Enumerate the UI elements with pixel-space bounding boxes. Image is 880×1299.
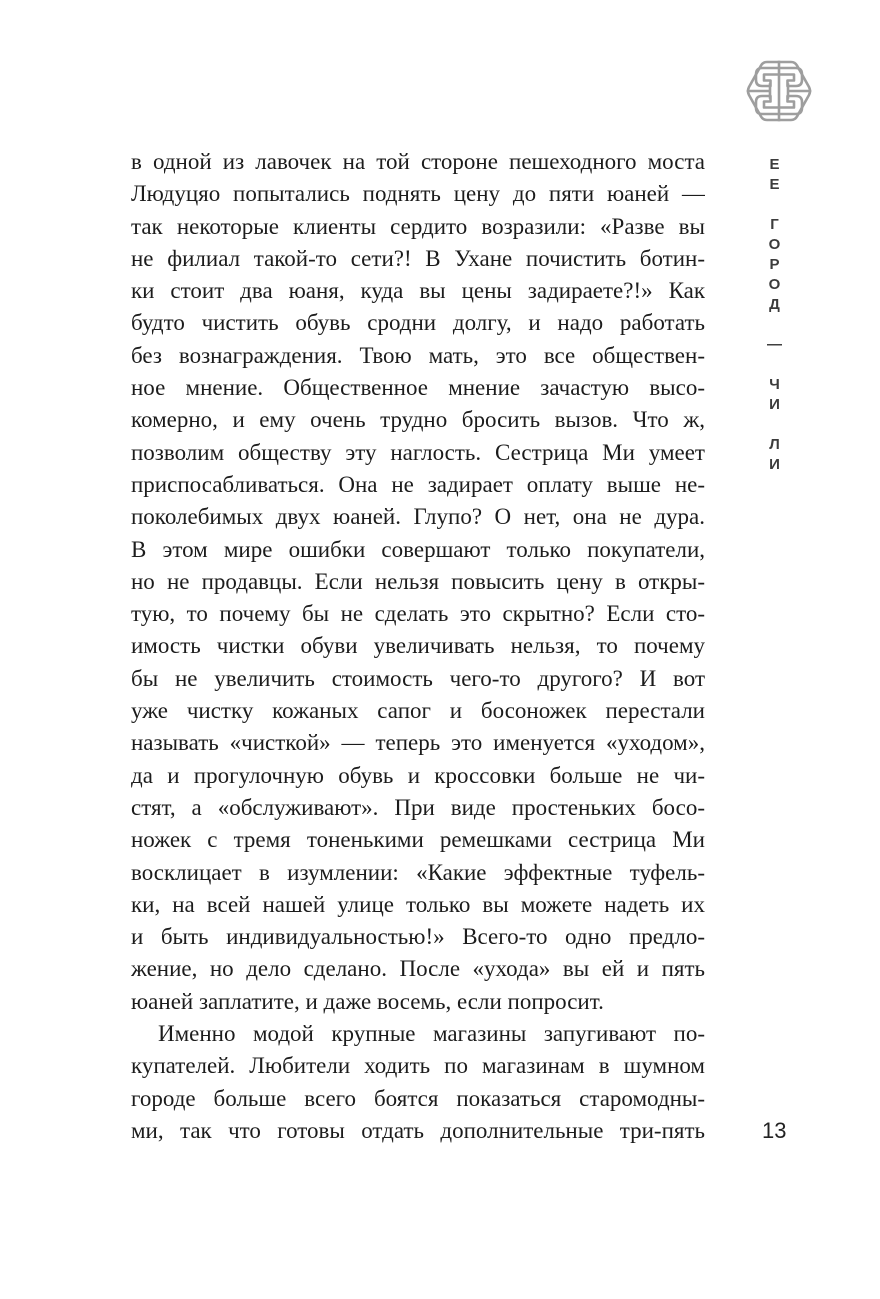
text-line: поколебимых двух юаней. Глупо? О нет, она не дура. xyxy=(131,504,705,530)
text-line: приспосабливаться. Она не задирает оплату выше не- xyxy=(131,471,705,497)
text-line: позволим обществу эту наглость. Сестрица Ми умеет xyxy=(131,439,705,465)
text-line: называть «чисткой» — теперь это именуется «уходом», xyxy=(131,730,705,756)
text-line: В этом мире ошибки совершают только покупатели, xyxy=(131,536,705,562)
text-line: уже чистку кожаных сапог и босоножек перестали xyxy=(131,698,705,724)
text-line: имость чистки обуви увеличивать нельзя, то почему xyxy=(131,633,705,659)
text-line-paragraph-start: Именно модой крупные магазины запугивают по- xyxy=(158,1021,705,1047)
text-line: тую, то почему бы не сделать это скрытно? Если сто- xyxy=(131,601,705,627)
text-line: да и прогулочную обувь и кроссовки больше не чи- xyxy=(131,762,705,788)
text-line: городе больше всего боятся показаться старомодны- xyxy=(131,1085,705,1111)
text-line: ки, на всей нашей улице только вы можете надеть их xyxy=(131,891,705,917)
text-line: восклицает в изумлении: «Какие эффектные туфель- xyxy=(131,859,705,885)
text-line: комерно, и ему очень трудно бросить вызов. Что ж, xyxy=(131,407,705,433)
text-line: и быть индивидуальностью!» Всего-то одно предло- xyxy=(131,924,705,950)
text-line: не филиал такой-то сети?! В Ухане почистить ботин- xyxy=(131,245,705,271)
text-line: Людуцяо попытались поднять цену до пяти юаней — xyxy=(131,181,705,207)
text-line: жение, но дело сделано. После «ухода» вы ей и пять xyxy=(131,956,705,982)
text-line: в одной из лавочек на той стороне пешеходного моста xyxy=(131,149,705,174)
text-line: стят, а «обслуживают». При виде простеньких босо- xyxy=(131,794,705,820)
text-line: ми, так что готовы отдать дополнительные три-пять xyxy=(131,1117,705,1143)
text-line: бы не увеличить стоимость чего-то другого? И вот xyxy=(131,665,705,691)
body-text xyxy=(131,146,705,1147)
text-line: но не продавцы. Если нельзя повысить цену в откры- xyxy=(131,568,705,594)
text-line: ное мнение. Общественное мнение зачастую высо- xyxy=(131,375,705,401)
text-line: без вознаграждения. Твою мать, это все обществен- xyxy=(131,342,705,368)
book-margin-title: ЕЕ ГОРОД — ЧИ ЛИ xyxy=(766,156,783,476)
publisher-seal-icon xyxy=(745,59,813,123)
page-number: 13 xyxy=(762,1118,787,1143)
text-line: ки стоит два юаня, куда вы цены задираете?!» Как xyxy=(131,278,705,304)
text-line: так некоторые клиенты сердито возразили: «Разве вы xyxy=(131,213,705,239)
text-line: ножек с тремя тоненькими ремешками сестрица Ми xyxy=(131,827,705,853)
text-line: будто чистить обувь сродни долгу, и надо работать xyxy=(131,310,705,336)
text-line-paragraph-end: юаней заплатите, и даже восемь, если попросит. xyxy=(131,988,604,1014)
text-line: купателей. Любители ходить по магазинам в шумном xyxy=(131,1053,705,1079)
